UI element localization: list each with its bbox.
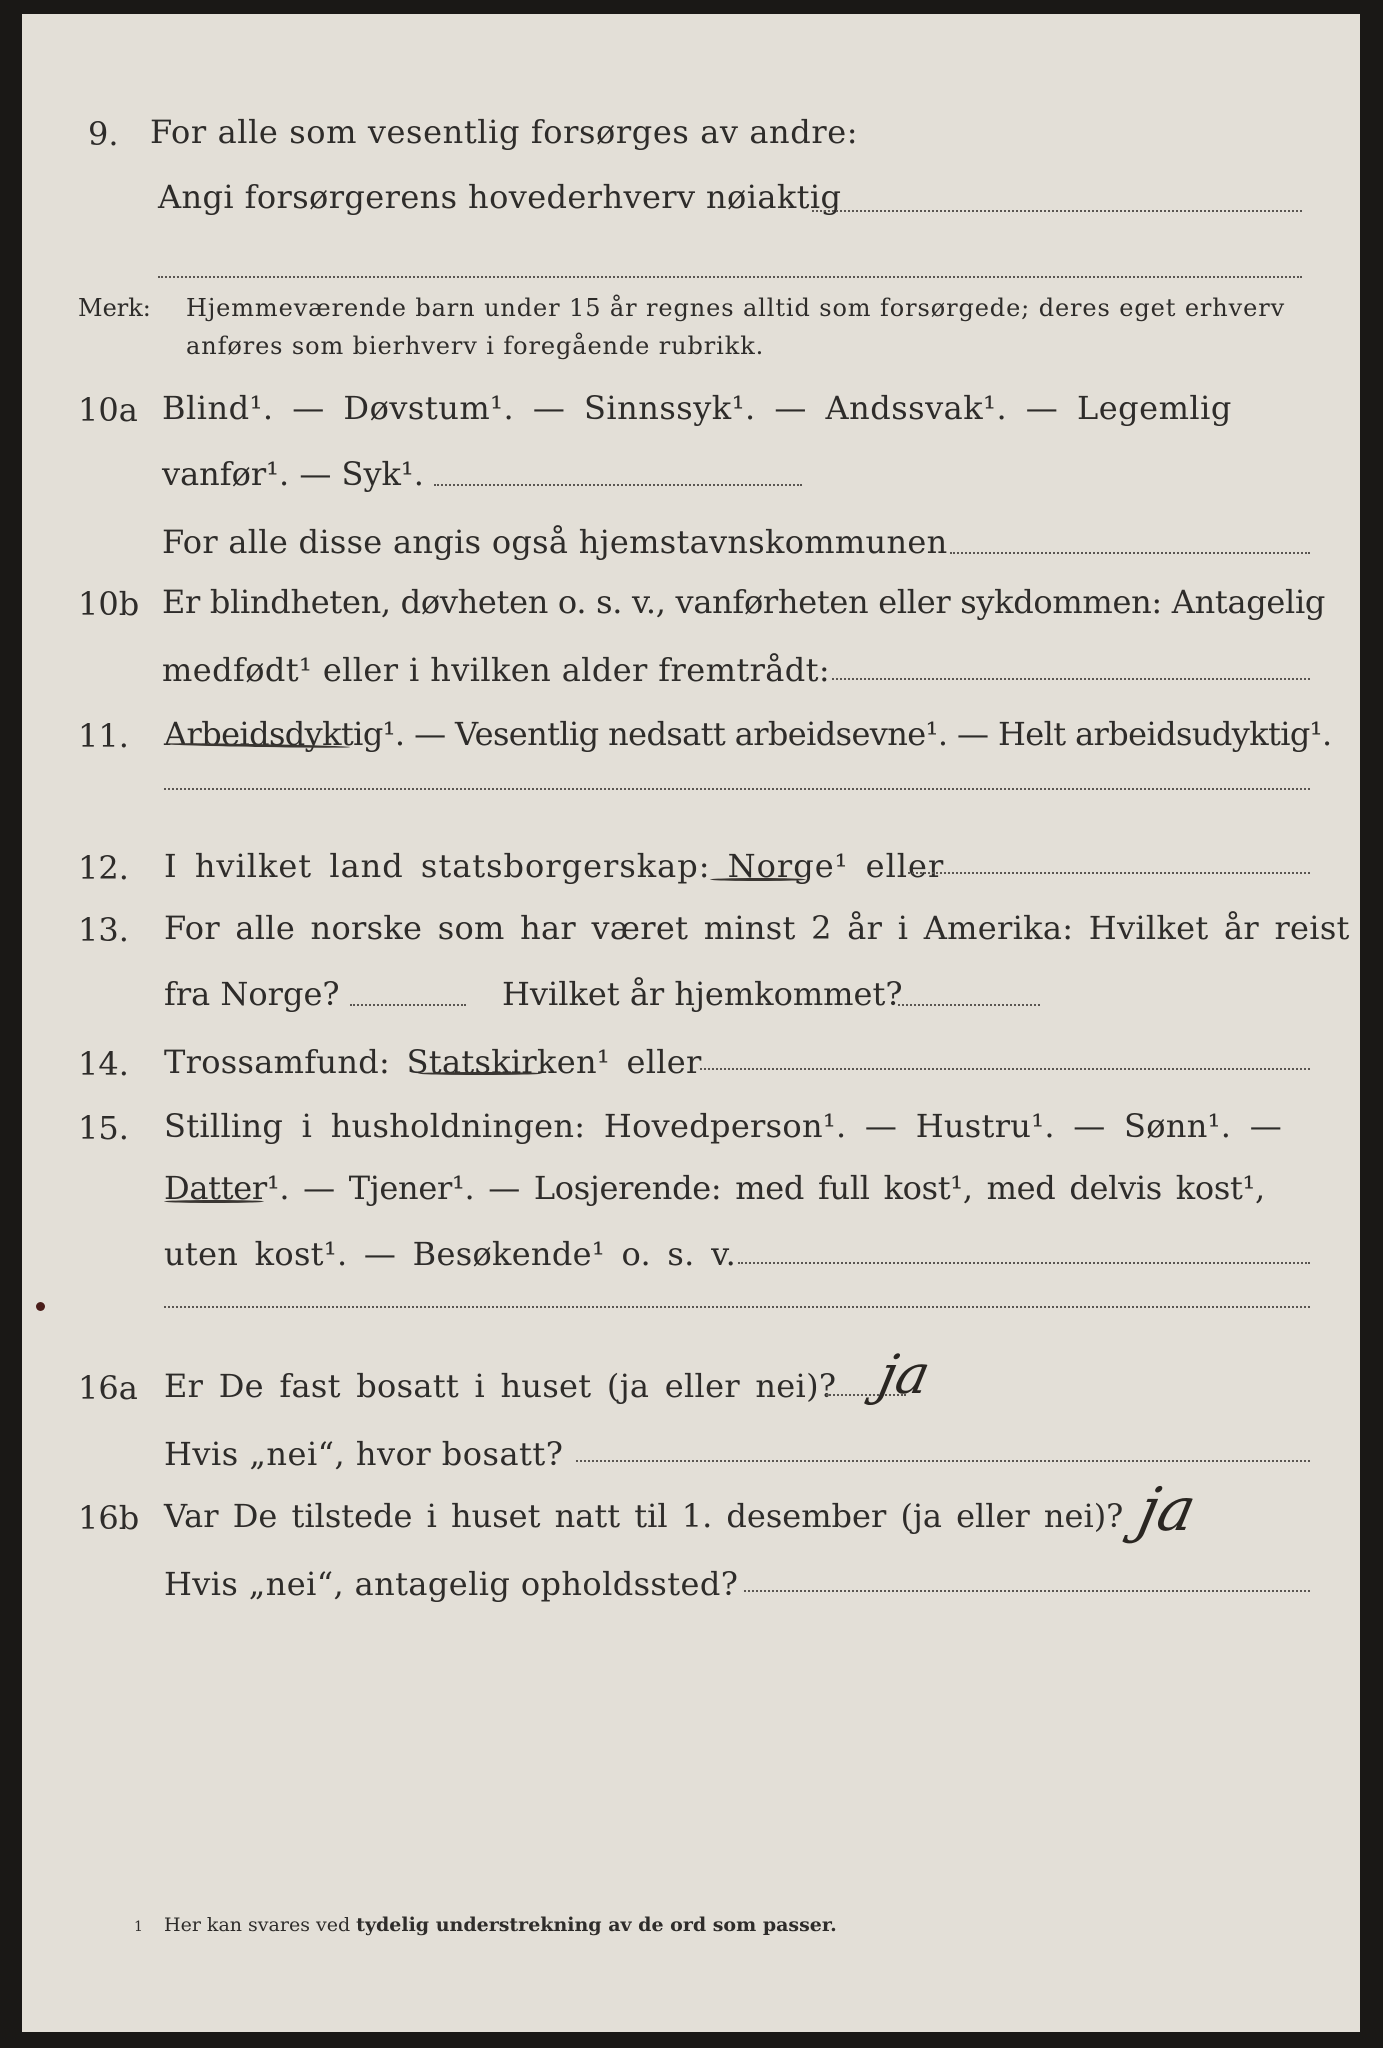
q15-answer-line-1 — [738, 1262, 1310, 1264]
q12-answer-line — [908, 872, 1310, 874]
q13-year-returned-line — [898, 1004, 1040, 1006]
footnote-mark: 1 — [134, 1919, 143, 1935]
q16a-number: 16a — [78, 1369, 138, 1407]
q12-line1: I hvilket land statsborgerskap: Norge¹ eller — [164, 847, 945, 885]
q15-line1: Stilling i husholdningen: Hovedperson¹. — Hustru¹. — Sønn¹. — — [164, 1107, 1283, 1145]
q15-line2: Datter¹. — Tjener¹. — Losjerende: med full kost¹, med delvis kost¹, — [164, 1169, 1265, 1207]
ink-speck — [36, 1302, 45, 1311]
q15-number: 15. — [78, 1109, 129, 1147]
q13-line1: For alle norske som har været minst 2 år i Amerika: Hvilket år reist — [164, 909, 1350, 947]
q14-line1: Trossamfund: Statskirken¹ eller — [164, 1043, 702, 1081]
q16b-line1: Var De tilstede i huset natt til 1. desember (ja eller nei)? — [164, 1497, 1124, 1535]
q10a-line3: For alle disse angis også hjemstavnskommunen — [162, 523, 948, 561]
q10b-number: 10b — [78, 585, 140, 623]
q10a-answer-line-1 — [434, 484, 802, 486]
q12-number: 12. — [78, 849, 129, 887]
q16b-answer-line — [744, 1590, 1310, 1592]
q13-line2a: fra Norge? — [164, 975, 340, 1013]
q13-year-left-line — [350, 1004, 466, 1006]
q11-number: 11. — [78, 717, 129, 755]
q10b-line1: Er blindheten, døvheten o. s. v., vanførheten eller sykdommen: Antagelig — [162, 583, 1326, 621]
footnote — [164, 1916, 837, 1935]
q9-line2: Angi forsørgerens hovederhverv nøiaktig — [158, 178, 842, 216]
q14-answer-line — [700, 1068, 1310, 1070]
q10b-line2: medfødt¹ eller i hvilken alder fremtrådt: — [162, 651, 831, 689]
q13-line2b: Hvilket år hjemkommet? — [502, 975, 903, 1013]
q14-number: 14. — [78, 1045, 129, 1083]
q16a-line2: Hvis „nei“, hvor bosatt? — [164, 1435, 564, 1473]
q16b-handwritten-answer: ja — [1132, 1475, 1202, 1545]
q9-answer-line-1 — [812, 210, 1302, 212]
q10a-line2: vanfør¹. — Syk¹. — [162, 455, 424, 493]
q16b-line2: Hvis „nei“, antagelig opholdssted? — [164, 1565, 739, 1603]
q16a-handwritten-answer: ja — [873, 1343, 936, 1406]
q16a-line1: Er De fast bosatt i huset (ja eller nei)? — [164, 1367, 837, 1405]
q10a-line1: Blind¹. — Døvstum¹. — Sinnssyk¹. — Andssvak¹. — Legemlig — [162, 389, 1232, 427]
merk-line2: anføres som bierhverv i foregående rubrikk. — [186, 332, 765, 360]
q15-line3: uten kost¹. — Besøkende¹ o. s. v. — [164, 1235, 737, 1273]
q14-statskirken-underline — [418, 1072, 542, 1075]
merk-label: Merk: — [78, 294, 151, 322]
footnote-bold: tydelig understrekning av de ord som passer. — [356, 1914, 837, 1936]
q16b-number: 16b — [78, 1499, 140, 1537]
q10a-number: 10a — [78, 391, 138, 429]
q10b-answer-line — [832, 678, 1310, 680]
footnote-plain: Her kan svares ved — [164, 1914, 351, 1936]
q16a-answer-line — [576, 1460, 1310, 1462]
q15-datter-underline — [164, 1200, 264, 1203]
q11-answer-line — [164, 788, 1310, 790]
q12-norge-underline — [710, 878, 806, 881]
q11-line1: Arbeidsdyktig¹. — Vesentlig nedsatt arbeidsevne¹. — Helt arbeidsudyktig¹. — [164, 715, 1332, 753]
merk-line1: Hjemmeværende barn under 15 år regnes alltid som forsørgede; deres eget erhverv — [186, 294, 1286, 322]
q9-number: 9. — [88, 115, 119, 153]
q9-answer-line-2 — [158, 276, 1302, 278]
q15-answer-line-2 — [164, 1306, 1310, 1308]
q10a-answer-line-2 — [950, 552, 1310, 554]
q9-text: For alle som vesentlig forsørges av andre: — [150, 113, 859, 151]
form-page — [22, 14, 1360, 2032]
q13-number: 13. — [78, 911, 129, 949]
